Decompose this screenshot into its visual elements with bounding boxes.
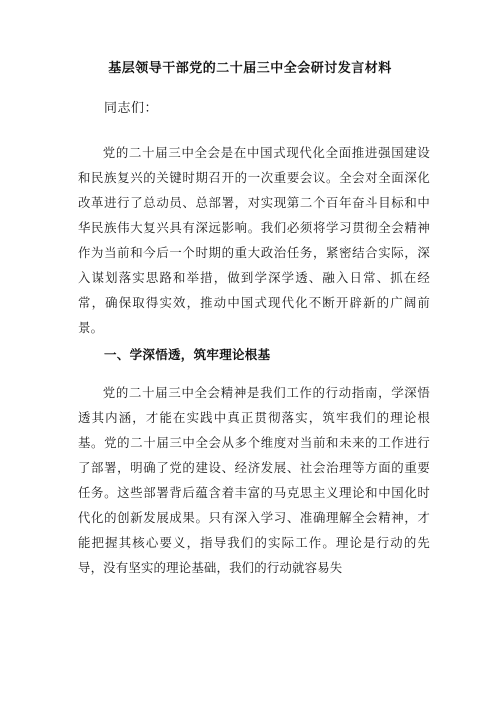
document-title: 基层领导干部党的二十届三中全会研讨发言材料 [108,61,392,76]
paragraph-section-1: 党的二十届三中全会精神是我们工作的行动指南，学深悟透其内涵，才能在实践中真正贯彻落实，筑牢我们的理论根基。党的二十届三中全会从多个维度对当前和未来的工作进行了部署，明确了党的建设、经济发展、社会治理等方面的重要任务。这些部署背后蕴含着丰富的马克思主义理论和中国化时代化的创新发展成果。只有深入学习、准确理解全会精神，才能把握其核心要义，指导我们的实际工作。理论是行动的先导，没有坚实的理论基础，我们的行动就容易失 [78,385,430,575]
paragraph-intro: 党的二十届三中全会是在中国式现代化全面推进强国建设和民族复兴的关键时期召开的一次重要会议。全会对全面深化改革进行了总动员、总部署，对实现第二个百年奋斗目标和中华民族伟大复兴具有深远影响。我们必须将学习贯彻全会精神作为当前和今后一个时期的重大政治任务，紧密结合实际，深入谋划落实思路和举措，做到学深学透、融入日常、抓在经常，确保取得实效，推动中国式现代化不断开辟新的广阔前景。 [78,145,430,335]
salutation: 同志们： [104,101,159,116]
section-heading-1: 一、学深悟透，筑牢理论根基 [104,347,271,362]
